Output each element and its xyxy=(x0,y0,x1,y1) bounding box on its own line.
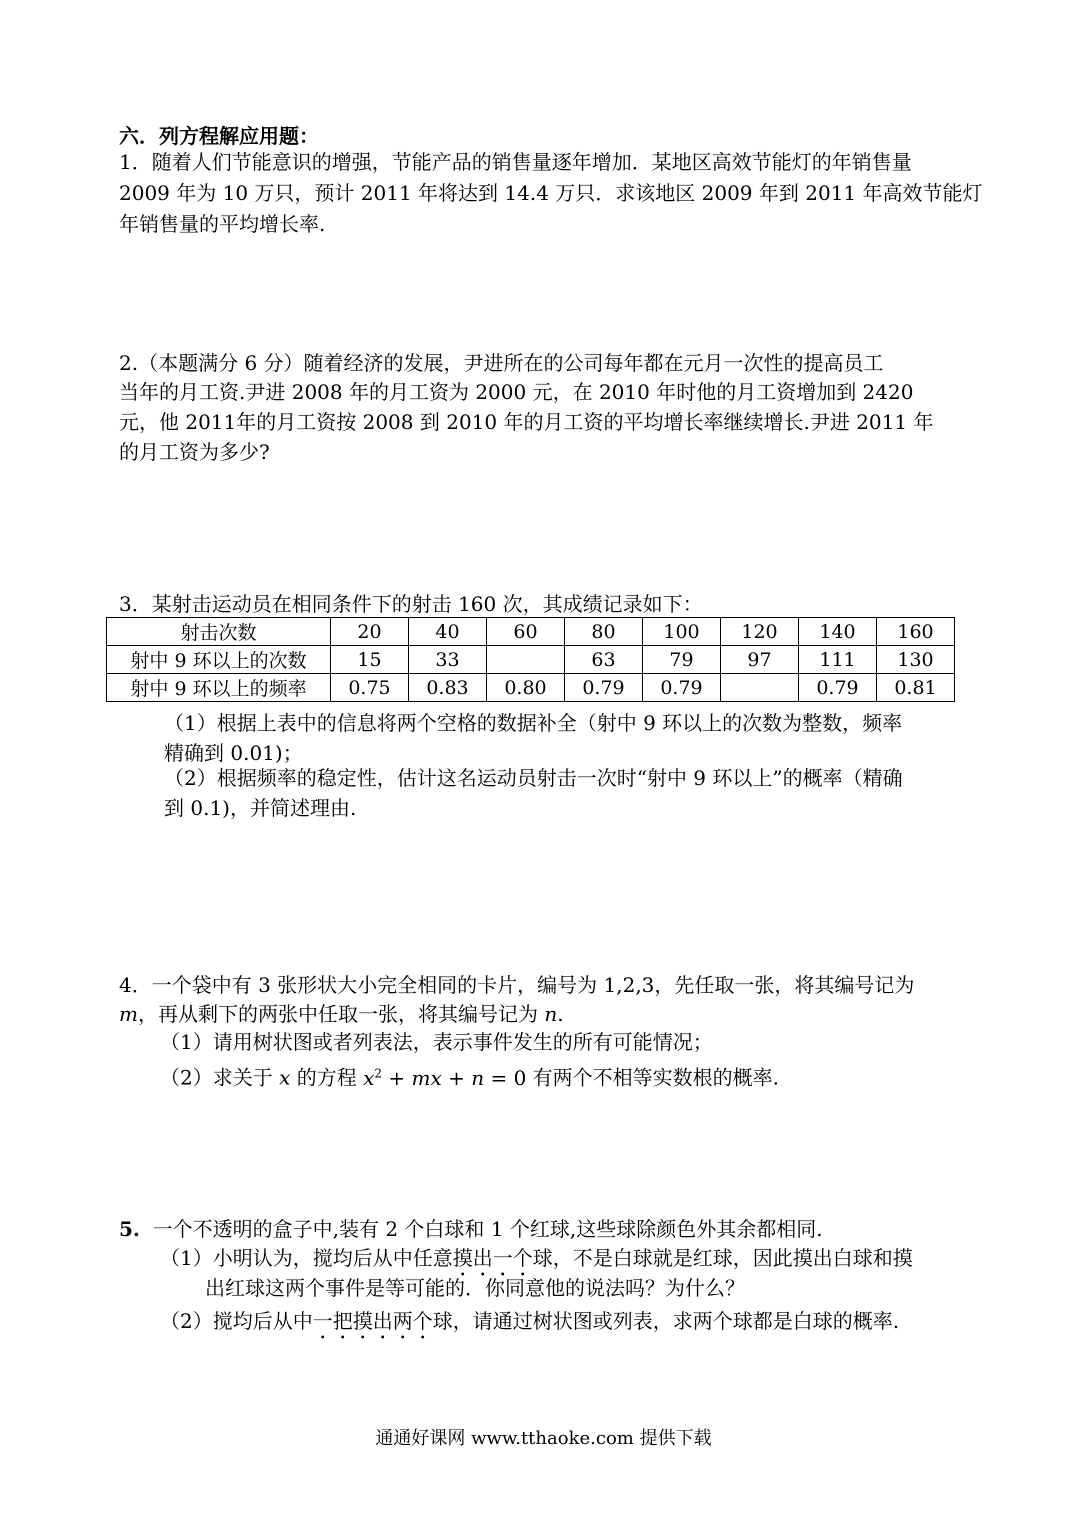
variable-x: x xyxy=(279,1065,291,1090)
table-cell: 160 xyxy=(877,618,955,646)
eq-plus: + xyxy=(441,1065,472,1090)
q4-part2 xyxy=(160,1061,779,1090)
table-row xyxy=(107,674,955,702)
q3-part2-line-2: 到 0.1)，并简述理由. xyxy=(164,796,357,820)
q4-line-2-text: ，再从剩下的两张中任取一张，将其编号记为 xyxy=(137,1002,545,1026)
q2-line-2: 当年的月工资.尹进 2008 年的月工资为 2000 元，在 2010 年时他的月工资增加到 2420 xyxy=(119,380,914,404)
q5-part1-line-2: 出红球这两个事件是等可能的．你同意他的说法吗？为什么？ xyxy=(205,1276,745,1300)
table-cell: 40 xyxy=(409,618,487,646)
q4-part2-pre: （2）求关于 xyxy=(160,1065,280,1090)
table-cell: 111 xyxy=(799,646,877,674)
q1-line-2: 2009 年为 10 万只，预计 2011 年将达到 14.4 万只．求该地区 2009 年到 2011 年高效节能灯 xyxy=(119,181,983,205)
eq-mx: mx xyxy=(411,1065,442,1090)
table-cell: 120 xyxy=(721,618,799,646)
q2-line-1: 2.（本题满分 6 分）随着经济的发展，尹进所在的公司每年都在元月一次性的提高员工 xyxy=(119,351,884,375)
q3-part1-line-2: 精确到 0.01)； xyxy=(164,741,303,765)
q5-number: 5. xyxy=(119,1217,140,1241)
page-footer: 通通好课网 www.tthaoke.com 提供下载 xyxy=(375,1428,712,1449)
q4-part2-post: 有两个不相等实数根的概率. xyxy=(526,1065,780,1090)
table-cell: 0.79 xyxy=(799,674,877,702)
table-cell-blank xyxy=(721,674,799,702)
eq-n: n xyxy=(471,1065,485,1090)
q5-part1-a: （1）小明认为，搅均后从中任意 xyxy=(160,1246,453,1270)
table-cell-blank xyxy=(487,646,565,674)
table-cell: 射中 9 环以上的次数 xyxy=(107,646,331,674)
eq-equals-zero: = 0 xyxy=(484,1065,527,1090)
q5-line-1 xyxy=(119,1217,823,1241)
shooting-stats-table xyxy=(106,617,955,702)
table-row xyxy=(107,646,955,674)
table-cell: 33 xyxy=(409,646,487,674)
q5-part1-emphasis: 摸出一个 xyxy=(452,1246,533,1270)
q2-line-3: 元，他 2011年的月工资按 2008 到 2010 年的月工资的平均增长率继续增长.尹进 2011 年 xyxy=(119,410,934,434)
q4-line-1: 4．一个袋中有 3 张形状大小完全相同的卡片，编号为 1,2,3，先任取一张，将其编号记为 xyxy=(119,973,915,997)
q5-part1-b: 球，不是白球就是红球，因此摸出白球和摸 xyxy=(532,1246,913,1270)
q1-line-1: 1．随着人们节能意识的增强，节能产品的销售量逐年增加．某地区高效节能灯的年销售量 xyxy=(119,150,912,174)
q1-line-3: 年销售量的平均增长率. xyxy=(119,212,326,236)
table-cell: 140 xyxy=(799,618,877,646)
table-cell: 射击次数 xyxy=(107,618,331,646)
q4-part1: （1）请用树状图或者列表法，表示事件发生的所有可能情况； xyxy=(160,1030,713,1054)
variable-n: n xyxy=(544,1002,558,1026)
q5-part2 xyxy=(160,1309,899,1344)
q4-line-2 xyxy=(119,1002,564,1026)
table-cell: 15 xyxy=(331,646,409,674)
q2-line-4: 的月工资为多少? xyxy=(119,440,270,464)
table-cell: 0.81 xyxy=(877,674,955,702)
q3-part1-line-1: （1）根据上表中的信息将两个空格的数据补全（射中 9 环以上的次数为整数，频率 xyxy=(164,711,903,735)
section-title: 六．列方程解应用题： xyxy=(119,124,319,148)
variable-m: m xyxy=(119,1002,138,1026)
q5-part2-b: 球，请通过树状图或列表，求两个球都是白球的概率. xyxy=(432,1309,900,1333)
q5-text: 一个不透明的盒子中,装有 2 个白球和 1 个红球,这些球除颜色外其余都相同. xyxy=(152,1217,823,1241)
q3-part2-line-1: （2）根据频率的稳定性，估计这名运动员射击一次时“射中 9 环以上”的概率（精确 xyxy=(164,766,903,790)
table-cell: 97 xyxy=(721,646,799,674)
table-cell: 130 xyxy=(877,646,955,674)
table-cell: 60 xyxy=(487,618,565,646)
quadratic-equation xyxy=(363,1066,526,1090)
eq-plus: + xyxy=(382,1065,412,1090)
q5-part2-emphasis: 一把摸出两个 xyxy=(312,1309,433,1333)
table-cell: 射中 9 环以上的频率 xyxy=(107,674,331,702)
table-cell: 0.75 xyxy=(331,674,409,702)
eq-x: x xyxy=(363,1065,375,1090)
table-cell: 0.80 xyxy=(487,674,565,702)
table-cell: 20 xyxy=(331,618,409,646)
table-cell: 79 xyxy=(643,646,721,674)
table-cell: 0.83 xyxy=(409,674,487,702)
table-row xyxy=(107,618,955,646)
q4-line-2-end: . xyxy=(557,1002,564,1026)
table-cell: 0.79 xyxy=(565,674,643,702)
q4-part2-mid: 的方程 xyxy=(290,1065,364,1090)
q5-part2-a: （2）搅均后从中 xyxy=(160,1309,313,1333)
table-cell: 80 xyxy=(565,618,643,646)
table-cell: 63 xyxy=(565,646,643,674)
eq-exponent: 2 xyxy=(374,1066,383,1080)
table-cell: 0.79 xyxy=(643,674,721,702)
q3-intro: 3．某射击运动员在相同条件下的射击 160 次，其成绩记录如下： xyxy=(119,592,703,616)
table-cell: 100 xyxy=(643,618,721,646)
